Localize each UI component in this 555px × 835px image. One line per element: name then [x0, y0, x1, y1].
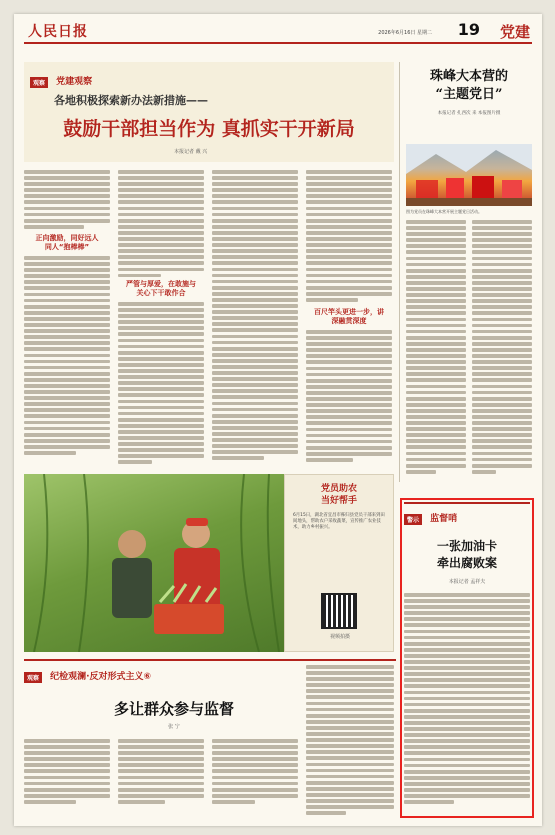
highlight-body-text: [404, 593, 530, 804]
camp-photo: [406, 144, 532, 206]
lead-article-header: [24, 62, 394, 162]
farm-photo-illustration: [24, 474, 284, 652]
photo-feature-text: 6月15日，湖北省宜昌市秭归县党员干部来到田间地头，帮助农户采收蔬菜，宣传推广农业技术，助力乡村振兴。: [293, 513, 385, 530]
lead-subhead-1: 正向激励，同好远人 同人“抱棒棒”: [35, 234, 99, 251]
bottom-section-label: 纪检观澜·反对形式主义⑥: [50, 672, 152, 682]
bottom-section-tag: 观察: [24, 672, 42, 683]
text-column: [212, 170, 298, 463]
newspaper-page: [14, 14, 542, 826]
highlighted-article[interactable]: [404, 502, 530, 814]
camp-photo-illustration: [406, 144, 532, 206]
text-column: [24, 170, 110, 231]
bottom-article: [24, 659, 396, 819]
highlight-byline: 本报记者 孟祥夫: [448, 579, 486, 585]
farm-photo: [24, 474, 284, 652]
lead-byline: 本报记者 戴 兴: [174, 149, 208, 155]
highlight-section-label: 监督哨: [430, 514, 458, 524]
photo-feature-title: 党员助农 当好帮手: [320, 484, 357, 506]
photo-caption: 图为党员在珠峰大本营开展主题党日活动。: [406, 209, 482, 214]
text-column: [472, 220, 532, 476]
text-column: [24, 739, 110, 806]
text-column: [118, 739, 204, 806]
lead-subhead-3: 百尺竿头更进一步，讲 深融贯深度: [314, 308, 384, 325]
newspaper-logo: 人民日报: [28, 24, 88, 40]
right-article: [406, 62, 532, 482]
lead-kicker: 各地积极探索新办法新措施——: [54, 94, 208, 107]
right-headline: 珠峰大本营的 “主题党日”: [429, 69, 508, 102]
text-column: [118, 302, 204, 467]
bottom-headline: 多让群众参与监督: [113, 700, 234, 718]
text-column: [306, 170, 392, 304]
lead-headline: 鼓励干部担当作为 真抓实干开新局: [63, 118, 355, 140]
qr-code[interactable]: [321, 593, 357, 629]
text-column: [24, 256, 110, 457]
photo-feature-panel: [284, 474, 394, 652]
section-tag: 观察: [30, 77, 48, 88]
qr-caption: 视频拍摄: [329, 634, 350, 640]
lead-subhead-2: 严管与厚爱，在敢施与 关心下干敢作合: [126, 280, 196, 297]
column-divider: [399, 62, 400, 482]
text-column: [118, 170, 204, 280]
page-number: 19: [457, 20, 480, 39]
text-column: [306, 665, 394, 817]
bottom-byline: 张 宁: [168, 724, 180, 730]
masthead: [24, 20, 532, 44]
text-column: [212, 739, 298, 806]
right-byline: 本报记者 扎西次 来 本报图片摄: [437, 111, 501, 116]
text-column: [406, 220, 466, 476]
issue-date: 2026年6月16日 星期二: [378, 30, 432, 36]
text-column: [306, 330, 392, 464]
section-tag-label: 党建观察: [56, 77, 93, 87]
highlight-section-tag: 警示: [404, 514, 422, 525]
page-section-name: 党建: [499, 23, 530, 41]
lead-article-body: [24, 170, 394, 470]
highlight-headline: 一张加油卡 牵出腐败案: [436, 539, 497, 570]
